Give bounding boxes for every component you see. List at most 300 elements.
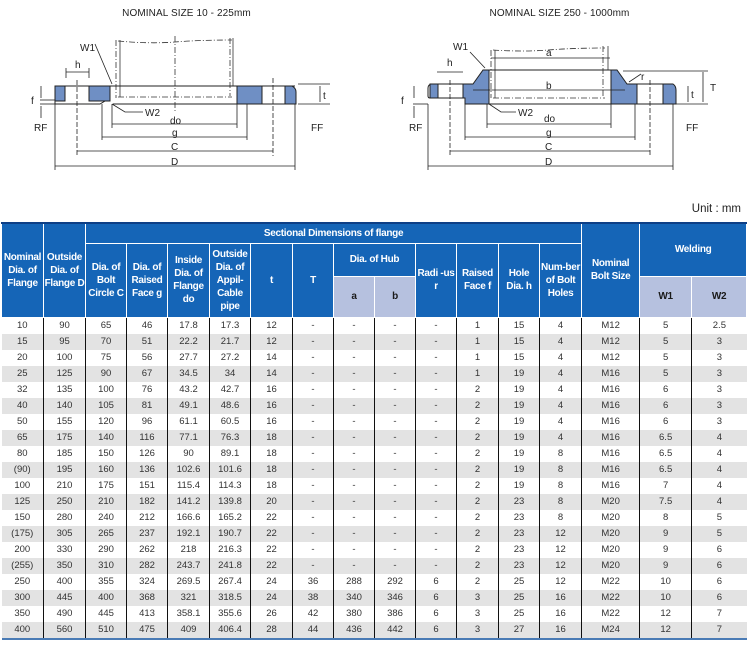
cell-outside-pipe: 165.2 [210,510,251,526]
cell-inside-dia: 27.7 [168,350,210,366]
cell-bolt-holes: 16 [540,622,582,639]
cell-nominal-dia: 50 [2,414,44,430]
cell-hub-b: - [375,317,416,334]
cell-bolt-circle: 210 [86,494,127,510]
cell-radius: 6 [416,574,457,590]
cell-hub-b: - [375,462,416,478]
cell-w2: 6 [692,542,747,558]
table-row [2,478,747,494]
cell-bolt-circle: 290 [86,542,127,558]
cell-hub-b: - [375,478,416,494]
table-row [2,606,747,622]
cell-inside-dia: 43.2 [168,382,210,398]
cell-inside-dia: 141.2 [168,494,210,510]
cell-inside-dia: 218 [168,542,210,558]
cell-inside-dia: 321 [168,590,210,606]
table-row [2,574,747,590]
cell-big-t: - [293,414,334,430]
cell-w1: 8 [640,510,692,526]
cell-big-t: - [293,494,334,510]
cell-hub-b: - [375,398,416,414]
cell-w2: 6 [692,574,747,590]
cell-inside-dia: 166.6 [168,510,210,526]
table-row [2,526,747,542]
cell-w2: 4 [692,462,747,478]
cell-nominal-dia: (175) [2,526,44,542]
cell-outside-pipe: 76.3 [210,430,251,446]
table-row [2,622,747,639]
cell-bolt-holes: 4 [540,430,582,446]
cell-w2: 7 [692,606,747,622]
cell-bolt-size: M16 [582,446,640,462]
cell-nominal-dia: 32 [2,382,44,398]
unit-label: Unit : mm [691,203,741,215]
cell-hub-a: - [334,462,375,478]
cell-bolt-size: M22 [582,606,640,622]
cell-raised-face-f: 2 [457,446,499,462]
label-d: D [545,157,553,168]
cell-bolt-size: M16 [582,398,640,414]
cell-outside-pipe: 34 [210,366,251,382]
cell-big-t: - [293,350,334,366]
cell-bolt-size: M20 [582,542,640,558]
cell-t: 14 [251,350,293,366]
cell-w2: 4 [692,478,747,494]
cell-w2: 3 [692,382,747,398]
cell-hub-a: - [334,334,375,350]
cell-nominal-dia: 125 [2,494,44,510]
cell-hole-dia: 23 [499,494,540,510]
cell-hub-b: 292 [375,574,416,590]
header-big-t: T [293,243,334,317]
table-row [2,494,747,510]
cell-hole-dia: 15 [499,334,540,350]
cell-inside-dia: 77.1 [168,430,210,446]
cell-outside-dia: 445 [44,590,86,606]
cell-hub-a: - [334,366,375,382]
flange-cross-section-icon [0,0,373,200]
cell-big-t: - [293,558,334,574]
label-w2: W2 [518,108,533,119]
diagram-title: NOMINAL SIZE 250 - 1000mm [489,8,630,19]
cell-bolt-circle: 265 [86,526,127,542]
cell-nominal-dia: 100 [2,478,44,494]
cell-nominal-dia: 350 [2,606,44,622]
cell-hub-a: - [334,494,375,510]
cell-w1: 5 [640,317,692,334]
cell-bolt-holes: 4 [540,317,582,334]
cell-outside-pipe: 42.7 [210,382,251,398]
cell-big-t: - [293,398,334,414]
cell-raised-face-dia: 282 [127,558,168,574]
cell-hub-b: - [375,558,416,574]
cell-w1: 10 [640,590,692,606]
label-rf: RF [409,123,423,134]
cell-radius: - [416,542,457,558]
cell-hub-b: - [375,414,416,430]
label-do: do [170,116,182,127]
cell-raised-face-dia: 96 [127,414,168,430]
cell-bolt-holes: 4 [540,334,582,350]
cell-radius: - [416,558,457,574]
header-w1: W1 [640,276,692,317]
cell-w1: 6.5 [640,462,692,478]
cell-bolt-size: M16 [582,382,640,398]
cell-hole-dia: 23 [499,542,540,558]
cell-outside-dia: 280 [44,510,86,526]
cell-hub-a: 288 [334,574,375,590]
cell-nominal-dia: 250 [2,574,44,590]
cell-bolt-holes: 4 [540,382,582,398]
cell-outside-dia: 210 [44,478,86,494]
cell-radius: - [416,414,457,430]
cell-raised-face-f: 2 [457,510,499,526]
header-hole-dia: Hole Dia. h [499,243,540,317]
table-row [2,398,747,414]
cell-raised-face-dia: 126 [127,446,168,462]
cell-w2: 6 [692,558,747,574]
cell-hub-b: - [375,350,416,366]
header-bolt-holes: Num-ber of Bolt Holes [540,243,582,317]
cell-big-t: - [293,334,334,350]
cell-t: 16 [251,398,293,414]
table-row [2,558,747,574]
cell-hole-dia: 19 [499,382,540,398]
cell-bolt-circle: 75 [86,350,127,366]
cell-outside-pipe: 114.3 [210,478,251,494]
cell-bolt-size: M16 [582,462,640,478]
cell-radius: 6 [416,606,457,622]
cell-hub-b: - [375,366,416,382]
cell-w2: 2.5 [692,317,747,334]
cell-w1: 10 [640,574,692,590]
cell-w2: 4 [692,446,747,462]
cell-hub-a: - [334,398,375,414]
cell-hole-dia: 19 [499,430,540,446]
cell-inside-dia: 243.7 [168,558,210,574]
cell-nominal-dia: 25 [2,366,44,382]
cell-bolt-circle: 400 [86,590,127,606]
table-row [2,510,747,526]
cell-raised-face-dia: 76 [127,382,168,398]
cell-hole-dia: 15 [499,350,540,366]
cell-bolt-size: M16 [582,366,640,382]
cell-bolt-circle: 120 [86,414,127,430]
header-hub: Dia. of Hub [334,243,416,276]
label-c: C [171,142,179,153]
label-do: do [544,114,556,125]
cell-w2: 5 [692,526,747,542]
cell-bolt-circle: 150 [86,446,127,462]
label-t: t [323,91,326,102]
header-t: t [251,243,293,317]
cell-inside-dia: 90 [168,446,210,462]
cell-hub-a: - [334,350,375,366]
cell-inside-dia: 22.2 [168,334,210,350]
cell-t: 24 [251,574,293,590]
cell-radius: - [416,317,457,334]
cell-hub-a: - [334,558,375,574]
cell-radius: - [416,334,457,350]
cell-bolt-circle: 70 [86,334,127,350]
header-radius: Radi -us r [416,243,457,317]
cell-t: 12 [251,334,293,350]
cell-raised-face-f: 1 [457,317,499,334]
cell-outside-dia: 250 [44,494,86,510]
cell-w1: 5 [640,334,692,350]
cell-hub-a: - [334,414,375,430]
cell-inside-dia: 409 [168,622,210,639]
cell-radius: - [416,478,457,494]
header-bolt-circle: Dia. of Bolt Circle C [86,243,127,317]
cell-hub-b: - [375,382,416,398]
cell-w1: 7 [640,478,692,494]
cell-w1: 6.5 [640,430,692,446]
cell-bolt-circle: 240 [86,510,127,526]
cell-bolt-circle: 105 [86,398,127,414]
cell-bolt-size: M12 [582,317,640,334]
header-hub-b: b [375,276,416,317]
cell-w2: 5 [692,510,747,526]
flange-with-hub-cross-section-icon [373,0,747,200]
cell-w1: 5 [640,366,692,382]
cell-raised-face-f: 2 [457,430,499,446]
cell-bolt-circle: 160 [86,462,127,478]
cell-outside-pipe: 139.8 [210,494,251,510]
label-t: t [691,90,694,101]
cell-bolt-size: M20 [582,510,640,526]
cell-bolt-circle: 140 [86,430,127,446]
cell-bolt-size: M16 [582,478,640,494]
cell-outside-pipe: 241.8 [210,558,251,574]
cell-hub-b: - [375,526,416,542]
cell-bolt-circle: 175 [86,478,127,494]
cell-bolt-circle: 355 [86,574,127,590]
cell-outside-dia: 305 [44,526,86,542]
cell-hole-dia: 15 [499,317,540,334]
cell-radius: - [416,382,457,398]
cell-w2: 3 [692,366,747,382]
cell-bolt-circle: 90 [86,366,127,382]
cell-t: 18 [251,446,293,462]
cell-t: 22 [251,558,293,574]
table-row [2,350,747,366]
cell-outside-dia: 175 [44,430,86,446]
cell-outside-pipe: 89.1 [210,446,251,462]
label-h: h [447,58,453,69]
cell-outside-dia: 560 [44,622,86,639]
cell-w2: 4 [692,430,747,446]
cell-radius: - [416,366,457,382]
cell-hole-dia: 25 [499,590,540,606]
cell-bolt-holes: 12 [540,542,582,558]
label-w1: W1 [453,42,468,53]
cell-hub-b: 386 [375,606,416,622]
cell-w2: 3 [692,350,747,366]
cell-raised-face-dia: 324 [127,574,168,590]
cell-bolt-circle: 100 [86,382,127,398]
cell-raised-face-dia: 237 [127,526,168,542]
cell-w1: 6.5 [640,446,692,462]
cell-bolt-holes: 8 [540,510,582,526]
cell-nominal-dia: 300 [2,590,44,606]
cell-outside-pipe: 60.5 [210,414,251,430]
cell-bolt-circle: 510 [86,622,127,639]
cell-big-t: - [293,478,334,494]
cell-raised-face-f: 2 [457,414,499,430]
label-rf: RF [34,123,48,134]
cell-raised-face-f: 2 [457,574,499,590]
cell-raised-face-dia: 56 [127,350,168,366]
cell-hub-b: 346 [375,590,416,606]
cell-outside-pipe: 190.7 [210,526,251,542]
cell-t: 22 [251,526,293,542]
cell-outside-dia: 400 [44,574,86,590]
cell-raised-face-dia: 151 [127,478,168,494]
cell-hub-a: - [334,430,375,446]
cell-bolt-holes: 8 [540,494,582,510]
cell-w1: 9 [640,542,692,558]
cell-bolt-size: M20 [582,494,640,510]
label-w1: W1 [80,43,95,54]
cell-t: 18 [251,462,293,478]
cell-bolt-holes: 4 [540,414,582,430]
cell-hole-dia: 27 [499,622,540,639]
cell-hub-b: - [375,542,416,558]
cell-raised-face-f: 1 [457,350,499,366]
cell-raised-face-dia: 182 [127,494,168,510]
cell-bolt-size: M22 [582,590,640,606]
cell-w2: 3 [692,398,747,414]
cell-hub-b: 442 [375,622,416,639]
header-outside-dia: Outside Dia. of Flange D [44,223,86,317]
cell-outside-pipe: 406.4 [210,622,251,639]
cell-bolt-size: M20 [582,526,640,542]
cell-big-t: - [293,510,334,526]
cell-nominal-dia: 80 [2,446,44,462]
cell-outside-dia: 185 [44,446,86,462]
cell-raised-face-dia: 136 [127,462,168,478]
cell-w1: 12 [640,622,692,639]
cell-t: 14 [251,366,293,382]
cell-radius: 6 [416,590,457,606]
cell-bolt-size: M12 [582,334,640,350]
cell-hub-a: - [334,478,375,494]
table-row [2,414,747,430]
flange-dimensions-table [1,222,747,640]
cell-radius: 6 [416,622,457,639]
cell-hub-a: - [334,526,375,542]
cell-big-t: - [293,430,334,446]
cell-w2: 3 [692,334,747,350]
cell-raised-face-f: 2 [457,526,499,542]
cell-big-t: - [293,382,334,398]
header-raised-face-dia: Dia. of Raised Face g [127,243,168,317]
cell-bolt-holes: 4 [540,398,582,414]
cell-bolt-size: M16 [582,414,640,430]
cell-hub-b: - [375,334,416,350]
cell-inside-dia: 358.1 [168,606,210,622]
cell-big-t: - [293,526,334,542]
cell-bolt-size: M22 [582,574,640,590]
cell-bolt-holes: 12 [540,558,582,574]
label-ff: FF [311,123,324,134]
cell-outside-pipe: 318.5 [210,590,251,606]
cell-outside-dia: 330 [44,542,86,558]
cell-raised-face-f: 3 [457,622,499,639]
cell-radius: - [416,462,457,478]
cell-raised-face-dia: 262 [127,542,168,558]
cell-hub-a: - [334,446,375,462]
cell-inside-dia: 192.1 [168,526,210,542]
cell-bolt-holes: 12 [540,526,582,542]
cell-outside-pipe: 267.4 [210,574,251,590]
cell-t: 24 [251,590,293,606]
header-sectional-dimensions: Sectional Dimensions of flange [86,223,582,243]
cell-t: 22 [251,542,293,558]
table-row [2,334,747,350]
diagram-small-flange [0,0,373,200]
cell-radius: - [416,510,457,526]
label-ff: FF [686,123,699,134]
header-hub-a: a [334,276,375,317]
header-inside-dia: Inside Dia. of Flange do [168,243,210,317]
label-c: C [545,142,553,153]
cell-outside-pipe: 48.6 [210,398,251,414]
cell-t: 16 [251,382,293,398]
cell-radius: - [416,398,457,414]
cell-outside-pipe: 355.6 [210,606,251,622]
cell-hub-a: - [334,317,375,334]
cell-raised-face-dia: 475 [127,622,168,639]
cell-big-t: - [293,462,334,478]
cell-bolt-circle: 65 [86,317,127,334]
cell-hole-dia: 25 [499,606,540,622]
table-row [2,462,747,478]
cell-outside-pipe: 216.3 [210,542,251,558]
cell-w1: 6 [640,382,692,398]
cell-nominal-dia: 65 [2,430,44,446]
cell-w2: 4 [692,494,747,510]
header-raised-face-f: Raised Face f [457,243,499,317]
table-row [2,446,747,462]
cell-w1: 9 [640,526,692,542]
cell-big-t: 42 [293,606,334,622]
cell-w1: 6 [640,398,692,414]
cell-nominal-dia: (90) [2,462,44,478]
cell-bolt-circle: 445 [86,606,127,622]
cell-outside-dia: 195 [44,462,86,478]
cell-w1: 12 [640,606,692,622]
cell-w2: 6 [692,590,747,606]
cell-raised-face-dia: 368 [127,590,168,606]
cell-big-t: - [293,317,334,334]
cell-hole-dia: 19 [499,366,540,382]
header-bolt-size: Nominal Bolt Size [582,223,640,317]
cell-bolt-size: M16 [582,430,640,446]
cell-hub-b: - [375,446,416,462]
cell-hub-a: - [334,510,375,526]
cell-raised-face-dia: 46 [127,317,168,334]
cell-hub-a: 380 [334,606,375,622]
cell-big-t: 36 [293,574,334,590]
cell-bolt-holes: 4 [540,350,582,366]
cell-hole-dia: 19 [499,462,540,478]
cell-hub-a: - [334,542,375,558]
cell-w1: 6 [640,414,692,430]
label-w2: W2 [145,108,160,119]
table-row [2,382,747,398]
